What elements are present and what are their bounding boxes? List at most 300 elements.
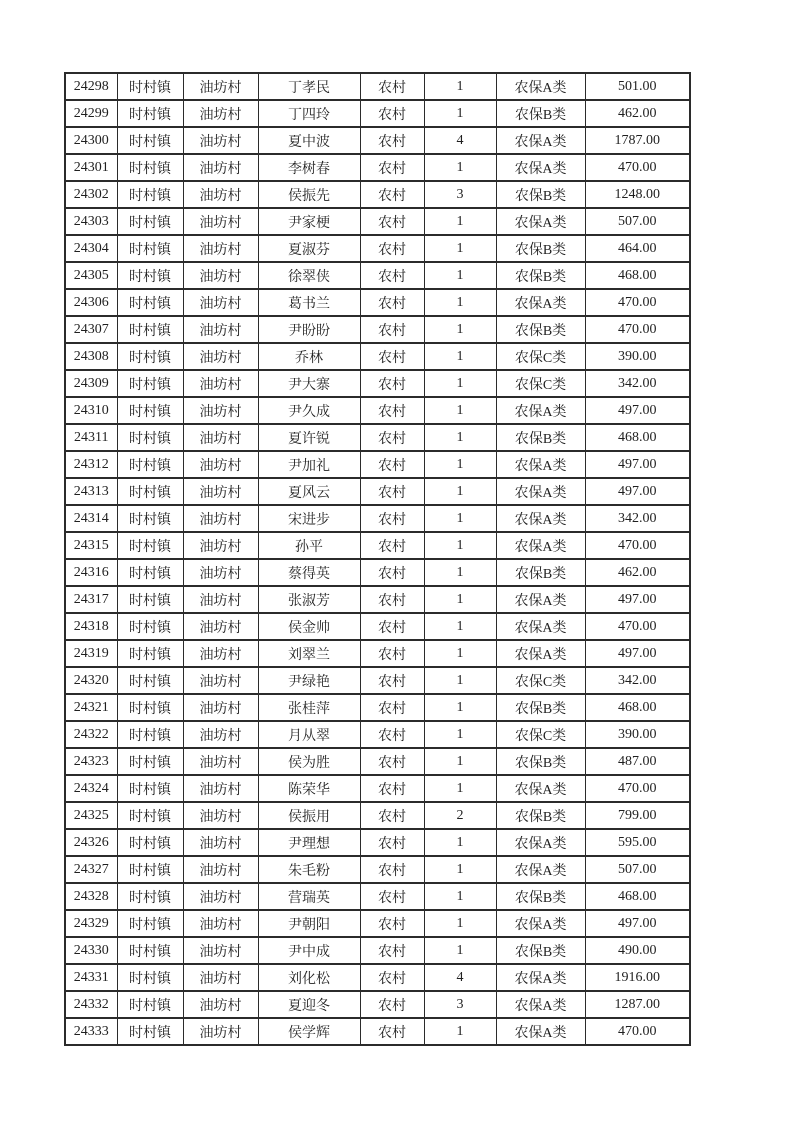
cell-amount: 799.00 (585, 802, 690, 829)
cell-insurance-category: 农保A类 (496, 640, 585, 667)
cell-town: 时村镇 (117, 100, 183, 127)
cell-person-count: 1 (424, 397, 496, 424)
cell-town: 时村镇 (117, 991, 183, 1018)
cell-person-name: 徐翠侠 (258, 262, 360, 289)
table-row (65, 532, 690, 559)
cell-insurance-category: 农保A类 (496, 73, 585, 100)
cell-town: 时村镇 (117, 964, 183, 991)
cell-insurance-category: 农保A类 (496, 829, 585, 856)
cell-insurance-category: 农保A类 (496, 154, 585, 181)
table-row (65, 289, 690, 316)
cell-village: 油坊村 (183, 640, 258, 667)
cell-village: 油坊村 (183, 505, 258, 532)
cell-amount: 497.00 (585, 640, 690, 667)
cell-residence-type: 农村 (360, 856, 424, 883)
cell-residence-type: 农村 (360, 397, 424, 424)
cell-person-name: 尹理想 (258, 829, 360, 856)
cell-residence-type: 农村 (360, 289, 424, 316)
cell-insurance-category: 农保C类 (496, 721, 585, 748)
cell-person-name: 尹加礼 (258, 451, 360, 478)
cell-town: 时村镇 (117, 397, 183, 424)
table-row (65, 100, 690, 127)
cell-insurance-category: 农保A类 (496, 1018, 585, 1045)
cell-residence-type: 农村 (360, 370, 424, 397)
cell-record-id: 24323 (65, 748, 117, 775)
cell-village: 油坊村 (183, 424, 258, 451)
cell-record-id: 24299 (65, 100, 117, 127)
cell-person-name: 丁孝民 (258, 73, 360, 100)
cell-amount: 462.00 (585, 559, 690, 586)
cell-town: 时村镇 (117, 937, 183, 964)
cell-insurance-category: 农保C类 (496, 667, 585, 694)
table-row (65, 559, 690, 586)
cell-person-count: 4 (424, 127, 496, 154)
cell-residence-type: 农村 (360, 748, 424, 775)
table-row (65, 154, 690, 181)
cell-insurance-category: 农保A类 (496, 505, 585, 532)
cell-person-count: 1 (424, 289, 496, 316)
cell-record-id: 24315 (65, 532, 117, 559)
table-row (65, 883, 690, 910)
table-row (65, 856, 690, 883)
cell-village: 油坊村 (183, 1018, 258, 1045)
cell-village: 油坊村 (183, 316, 258, 343)
table-row (65, 424, 690, 451)
records-table (64, 72, 691, 1046)
cell-residence-type: 农村 (360, 829, 424, 856)
cell-amount: 468.00 (585, 883, 690, 910)
cell-town: 时村镇 (117, 505, 183, 532)
cell-insurance-category: 农保A类 (496, 127, 585, 154)
cell-person-count: 1 (424, 532, 496, 559)
cell-record-id: 24324 (65, 775, 117, 802)
cell-village: 油坊村 (183, 586, 258, 613)
table-row (65, 73, 690, 100)
cell-residence-type: 农村 (360, 478, 424, 505)
cell-amount: 342.00 (585, 370, 690, 397)
cell-residence-type: 农村 (360, 73, 424, 100)
cell-person-name: 夏许锐 (258, 424, 360, 451)
cell-person-count: 1 (424, 856, 496, 883)
cell-person-count: 1 (424, 451, 496, 478)
cell-residence-type: 农村 (360, 505, 424, 532)
cell-amount: 470.00 (585, 775, 690, 802)
cell-residence-type: 农村 (360, 640, 424, 667)
table-row (65, 451, 690, 478)
cell-village: 油坊村 (183, 181, 258, 208)
cell-residence-type: 农村 (360, 316, 424, 343)
cell-town: 时村镇 (117, 73, 183, 100)
cell-record-id: 24325 (65, 802, 117, 829)
cell-village: 油坊村 (183, 883, 258, 910)
cell-amount: 468.00 (585, 424, 690, 451)
cell-amount: 470.00 (585, 532, 690, 559)
cell-village: 油坊村 (183, 829, 258, 856)
cell-record-id: 24330 (65, 937, 117, 964)
cell-insurance-category: 农保A类 (496, 208, 585, 235)
cell-insurance-category: 农保B类 (496, 748, 585, 775)
cell-residence-type: 农村 (360, 964, 424, 991)
cell-town: 时村镇 (117, 667, 183, 694)
cell-residence-type: 农村 (360, 694, 424, 721)
cell-village: 油坊村 (183, 910, 258, 937)
records-table-body (65, 73, 690, 1045)
cell-person-name: 尹久成 (258, 397, 360, 424)
cell-person-name: 孙平 (258, 532, 360, 559)
cell-town: 时村镇 (117, 181, 183, 208)
cell-person-name: 尹中成 (258, 937, 360, 964)
cell-person-name: 侯学辉 (258, 1018, 360, 1045)
cell-person-name: 葛书兰 (258, 289, 360, 316)
cell-person-name: 尹盼盼 (258, 316, 360, 343)
table-row (65, 775, 690, 802)
cell-person-name: 朱毛粉 (258, 856, 360, 883)
cell-person-count: 1 (424, 100, 496, 127)
cell-record-id: 24319 (65, 640, 117, 667)
cell-village: 油坊村 (183, 721, 258, 748)
cell-record-id: 24313 (65, 478, 117, 505)
table-row (65, 694, 690, 721)
cell-town: 时村镇 (117, 829, 183, 856)
cell-town: 时村镇 (117, 640, 183, 667)
cell-amount: 462.00 (585, 100, 690, 127)
cell-insurance-category: 农保A类 (496, 586, 585, 613)
cell-village: 油坊村 (183, 208, 258, 235)
cell-amount: 470.00 (585, 613, 690, 640)
cell-record-id: 24306 (65, 289, 117, 316)
cell-record-id: 24333 (65, 1018, 117, 1045)
table-row (65, 829, 690, 856)
cell-record-id: 24320 (65, 667, 117, 694)
cell-village: 油坊村 (183, 991, 258, 1018)
cell-person-count: 1 (424, 937, 496, 964)
table-row (65, 1018, 690, 1045)
cell-insurance-category: 农保C类 (496, 370, 585, 397)
table-row (65, 370, 690, 397)
cell-person-name: 夏淑芬 (258, 235, 360, 262)
cell-person-name: 月从翠 (258, 721, 360, 748)
cell-residence-type: 农村 (360, 910, 424, 937)
cell-record-id: 24318 (65, 613, 117, 640)
cell-village: 油坊村 (183, 748, 258, 775)
cell-residence-type: 农村 (360, 883, 424, 910)
cell-record-id: 24332 (65, 991, 117, 1018)
cell-person-count: 1 (424, 640, 496, 667)
cell-village: 油坊村 (183, 964, 258, 991)
cell-insurance-category: 农保A类 (496, 289, 585, 316)
cell-insurance-category: 农保A类 (496, 478, 585, 505)
cell-village: 油坊村 (183, 532, 258, 559)
cell-record-id: 24317 (65, 586, 117, 613)
cell-residence-type: 农村 (360, 451, 424, 478)
cell-person-count: 3 (424, 181, 496, 208)
table-row (65, 127, 690, 154)
table-row (65, 991, 690, 1018)
cell-village: 油坊村 (183, 613, 258, 640)
cell-town: 时村镇 (117, 208, 183, 235)
cell-record-id: 24303 (65, 208, 117, 235)
cell-insurance-category: 农保C类 (496, 343, 585, 370)
cell-person-count: 1 (424, 667, 496, 694)
cell-record-id: 24308 (65, 343, 117, 370)
cell-residence-type: 农村 (360, 127, 424, 154)
cell-person-name: 蔡得英 (258, 559, 360, 586)
cell-person-name: 营瑞英 (258, 883, 360, 910)
table-row (65, 397, 690, 424)
cell-person-name: 夏中波 (258, 127, 360, 154)
cell-amount: 490.00 (585, 937, 690, 964)
cell-person-count: 1 (424, 748, 496, 775)
cell-town: 时村镇 (117, 721, 183, 748)
cell-residence-type: 农村 (360, 586, 424, 613)
cell-record-id: 24322 (65, 721, 117, 748)
cell-person-count: 1 (424, 883, 496, 910)
cell-amount: 497.00 (585, 478, 690, 505)
cell-record-id: 24298 (65, 73, 117, 100)
table-row (65, 721, 690, 748)
cell-residence-type: 农村 (360, 154, 424, 181)
cell-amount: 497.00 (585, 910, 690, 937)
cell-person-count: 1 (424, 505, 496, 532)
cell-village: 油坊村 (183, 559, 258, 586)
cell-person-count: 4 (424, 964, 496, 991)
cell-village: 油坊村 (183, 775, 258, 802)
cell-record-id: 24309 (65, 370, 117, 397)
cell-town: 时村镇 (117, 856, 183, 883)
cell-record-id: 24307 (65, 316, 117, 343)
cell-insurance-category: 农保B类 (496, 424, 585, 451)
cell-amount: 497.00 (585, 397, 690, 424)
cell-village: 油坊村 (183, 667, 258, 694)
cell-town: 时村镇 (117, 424, 183, 451)
cell-amount: 470.00 (585, 1018, 690, 1045)
cell-record-id: 24328 (65, 883, 117, 910)
table-row (65, 802, 690, 829)
cell-person-count: 1 (424, 694, 496, 721)
table-row (65, 937, 690, 964)
table-row (65, 505, 690, 532)
cell-person-name: 尹朝阳 (258, 910, 360, 937)
cell-insurance-category: 农保B类 (496, 802, 585, 829)
cell-person-count: 1 (424, 316, 496, 343)
cell-record-id: 24310 (65, 397, 117, 424)
cell-residence-type: 农村 (360, 235, 424, 262)
cell-village: 油坊村 (183, 235, 258, 262)
cell-person-count: 1 (424, 424, 496, 451)
cell-person-name: 侯金帅 (258, 613, 360, 640)
table-row (65, 316, 690, 343)
cell-village: 油坊村 (183, 343, 258, 370)
cell-residence-type: 农村 (360, 559, 424, 586)
cell-amount: 507.00 (585, 208, 690, 235)
cell-insurance-category: 农保B类 (496, 883, 585, 910)
cell-insurance-category: 农保A类 (496, 397, 585, 424)
cell-village: 油坊村 (183, 127, 258, 154)
cell-record-id: 24301 (65, 154, 117, 181)
cell-person-name: 侯为胜 (258, 748, 360, 775)
cell-person-count: 1 (424, 1018, 496, 1045)
cell-person-name: 丁四玲 (258, 100, 360, 127)
table-row (65, 613, 690, 640)
cell-residence-type: 农村 (360, 775, 424, 802)
cell-person-count: 1 (424, 478, 496, 505)
table-row (65, 667, 690, 694)
cell-village: 油坊村 (183, 478, 258, 505)
cell-person-count: 1 (424, 73, 496, 100)
cell-record-id: 24305 (65, 262, 117, 289)
cell-town: 时村镇 (117, 613, 183, 640)
table-row (65, 343, 690, 370)
cell-village: 油坊村 (183, 370, 258, 397)
cell-person-name: 尹绿艳 (258, 667, 360, 694)
cell-amount: 1287.00 (585, 991, 690, 1018)
cell-person-count: 1 (424, 559, 496, 586)
cell-person-count: 1 (424, 343, 496, 370)
cell-person-count: 1 (424, 721, 496, 748)
cell-insurance-category: 农保B类 (496, 694, 585, 721)
cell-residence-type: 农村 (360, 1018, 424, 1045)
table-row (65, 478, 690, 505)
cell-town: 时村镇 (117, 559, 183, 586)
cell-town: 时村镇 (117, 451, 183, 478)
table-row (65, 208, 690, 235)
table-row (65, 586, 690, 613)
cell-insurance-category: 农保A类 (496, 775, 585, 802)
cell-person-count: 1 (424, 235, 496, 262)
cell-town: 时村镇 (117, 289, 183, 316)
cell-town: 时村镇 (117, 586, 183, 613)
cell-insurance-category: 农保A类 (496, 613, 585, 640)
cell-amount: 342.00 (585, 667, 690, 694)
cell-town: 时村镇 (117, 316, 183, 343)
cell-person-name: 李树春 (258, 154, 360, 181)
cell-insurance-category: 农保A类 (496, 451, 585, 478)
cell-person-name: 陈荣华 (258, 775, 360, 802)
cell-town: 时村镇 (117, 154, 183, 181)
cell-person-name: 刘化松 (258, 964, 360, 991)
cell-record-id: 24304 (65, 235, 117, 262)
cell-village: 油坊村 (183, 262, 258, 289)
cell-person-count: 1 (424, 586, 496, 613)
cell-town: 时村镇 (117, 1018, 183, 1045)
cell-amount: 487.00 (585, 748, 690, 775)
cell-record-id: 24321 (65, 694, 117, 721)
cell-insurance-category: 农保B类 (496, 262, 585, 289)
cell-record-id: 24300 (65, 127, 117, 154)
cell-record-id: 24316 (65, 559, 117, 586)
cell-person-count: 1 (424, 154, 496, 181)
cell-record-id: 24326 (65, 829, 117, 856)
cell-person-name: 宋进步 (258, 505, 360, 532)
cell-insurance-category: 农保A类 (496, 964, 585, 991)
cell-insurance-category: 农保A类 (496, 532, 585, 559)
table-row (65, 910, 690, 937)
cell-amount: 468.00 (585, 262, 690, 289)
cell-town: 时村镇 (117, 262, 183, 289)
cell-person-name: 侯振用 (258, 802, 360, 829)
cell-town: 时村镇 (117, 694, 183, 721)
cell-person-name: 夏迎冬 (258, 991, 360, 1018)
cell-insurance-category: 农保B类 (496, 316, 585, 343)
cell-village: 油坊村 (183, 802, 258, 829)
cell-amount: 390.00 (585, 343, 690, 370)
cell-village: 油坊村 (183, 856, 258, 883)
cell-person-name: 张淑芳 (258, 586, 360, 613)
table-row (65, 964, 690, 991)
cell-amount: 470.00 (585, 154, 690, 181)
cell-person-count: 2 (424, 802, 496, 829)
cell-amount: 468.00 (585, 694, 690, 721)
cell-person-count: 1 (424, 208, 496, 235)
cell-person-name: 刘翠兰 (258, 640, 360, 667)
cell-village: 油坊村 (183, 937, 258, 964)
cell-amount: 595.00 (585, 829, 690, 856)
cell-residence-type: 农村 (360, 937, 424, 964)
cell-residence-type: 农村 (360, 100, 424, 127)
cell-amount: 497.00 (585, 451, 690, 478)
cell-residence-type: 农村 (360, 721, 424, 748)
cell-residence-type: 农村 (360, 802, 424, 829)
cell-amount: 342.00 (585, 505, 690, 532)
cell-insurance-category: 农保A类 (496, 991, 585, 1018)
cell-person-name: 夏风云 (258, 478, 360, 505)
table-row (65, 640, 690, 667)
cell-village: 油坊村 (183, 154, 258, 181)
table-row (65, 181, 690, 208)
cell-person-name: 侯振先 (258, 181, 360, 208)
table-row (65, 748, 690, 775)
cell-record-id: 24329 (65, 910, 117, 937)
cell-person-name: 尹家梗 (258, 208, 360, 235)
cell-residence-type: 农村 (360, 532, 424, 559)
cell-record-id: 24331 (65, 964, 117, 991)
cell-amount: 470.00 (585, 316, 690, 343)
cell-town: 时村镇 (117, 478, 183, 505)
cell-insurance-category: 农保B类 (496, 235, 585, 262)
cell-village: 油坊村 (183, 451, 258, 478)
cell-town: 时村镇 (117, 532, 183, 559)
cell-residence-type: 农村 (360, 667, 424, 694)
cell-town: 时村镇 (117, 910, 183, 937)
cell-person-count: 1 (424, 613, 496, 640)
cell-amount: 507.00 (585, 856, 690, 883)
cell-insurance-category: 农保B类 (496, 559, 585, 586)
cell-residence-type: 农村 (360, 262, 424, 289)
cell-insurance-category: 农保A类 (496, 910, 585, 937)
cell-record-id: 24302 (65, 181, 117, 208)
cell-village: 油坊村 (183, 397, 258, 424)
cell-person-count: 3 (424, 991, 496, 1018)
cell-person-name: 尹大寨 (258, 370, 360, 397)
cell-insurance-category: 农保A类 (496, 856, 585, 883)
cell-town: 时村镇 (117, 775, 183, 802)
cell-person-name: 乔林 (258, 343, 360, 370)
cell-town: 时村镇 (117, 127, 183, 154)
cell-residence-type: 农村 (360, 991, 424, 1018)
cell-insurance-category: 农保B类 (496, 100, 585, 127)
cell-amount: 464.00 (585, 235, 690, 262)
cell-record-id: 24312 (65, 451, 117, 478)
cell-town: 时村镇 (117, 748, 183, 775)
cell-town: 时村镇 (117, 235, 183, 262)
cell-residence-type: 农村 (360, 424, 424, 451)
cell-residence-type: 农村 (360, 343, 424, 370)
cell-village: 油坊村 (183, 100, 258, 127)
cell-person-name: 张桂萍 (258, 694, 360, 721)
cell-amount: 1248.00 (585, 181, 690, 208)
cell-amount: 1916.00 (585, 964, 690, 991)
cell-village: 油坊村 (183, 73, 258, 100)
